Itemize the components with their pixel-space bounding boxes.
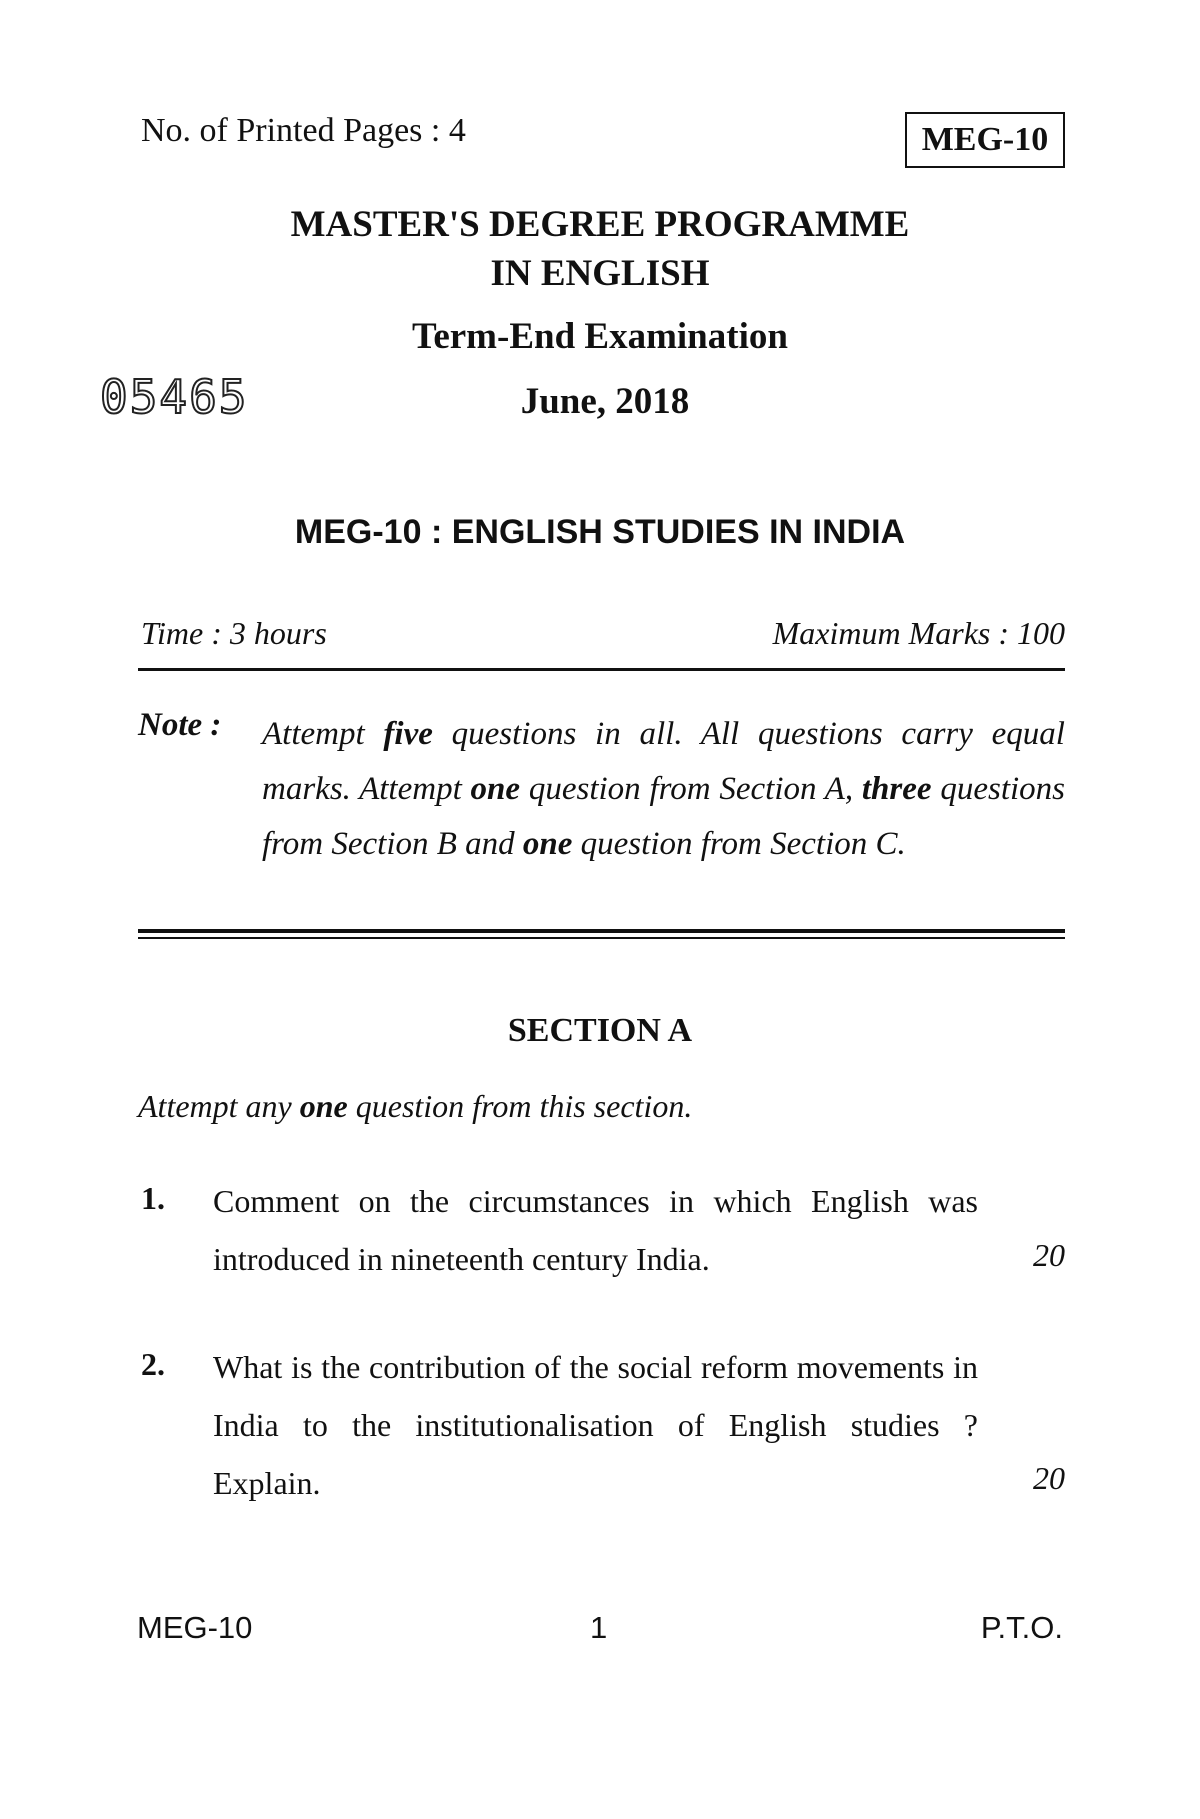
section-a-instruction: Attempt any one question from this section. [138, 1088, 693, 1124]
note-instructions: Attempt five questions in all. All questions carry equal marks. Attempt one question from Section A, three questions from Section B and one question from Section C. [262, 716, 1066, 862]
exam-type: Term-End Examination [412, 316, 788, 357]
question-number: 1. [141, 1180, 165, 1216]
divider-top [138, 668, 1065, 671]
question-marks: 20 [1033, 1460, 1065, 1496]
maximum-marks: Maximum Marks : 100 [772, 615, 1065, 651]
serial-number-stamp: 05465 [100, 370, 249, 424]
programme-title-line2: IN ENGLISH [490, 253, 710, 294]
question-text: What is the contribution of the social reform movements in India to the institutionalisation of English studies ? Explain. [213, 1349, 978, 1501]
divider-double-thick [138, 929, 1065, 933]
footer-paper-code: MEG-10 [137, 1610, 253, 1645]
exam-date: June, 2018 [520, 381, 690, 422]
question-marks: 20 [1033, 1237, 1065, 1273]
question-text: Comment on the circumstances in which English was introduced in nineteenth century India. [213, 1183, 978, 1277]
note-label: Note : [138, 707, 222, 743]
footer-page-number: 1 [590, 1610, 608, 1645]
section-a-title: SECTION A [507, 1012, 693, 1049]
divider-double-thin [138, 937, 1065, 939]
paper-code-box: MEG-10 [905, 112, 1065, 168]
exam-duration: Time : 3 hours [141, 615, 327, 651]
programme-title-line1: MASTER'S DEGREE PROGRAMME [290, 204, 910, 245]
footer-pto: P.T.O. [980, 1610, 1063, 1645]
printed-pages-count: No. of Printed Pages : 4 [141, 112, 466, 149]
course-title: MEG-10 : ENGLISH STUDIES IN INDIA [294, 513, 906, 551]
question-number: 2. [141, 1346, 165, 1382]
